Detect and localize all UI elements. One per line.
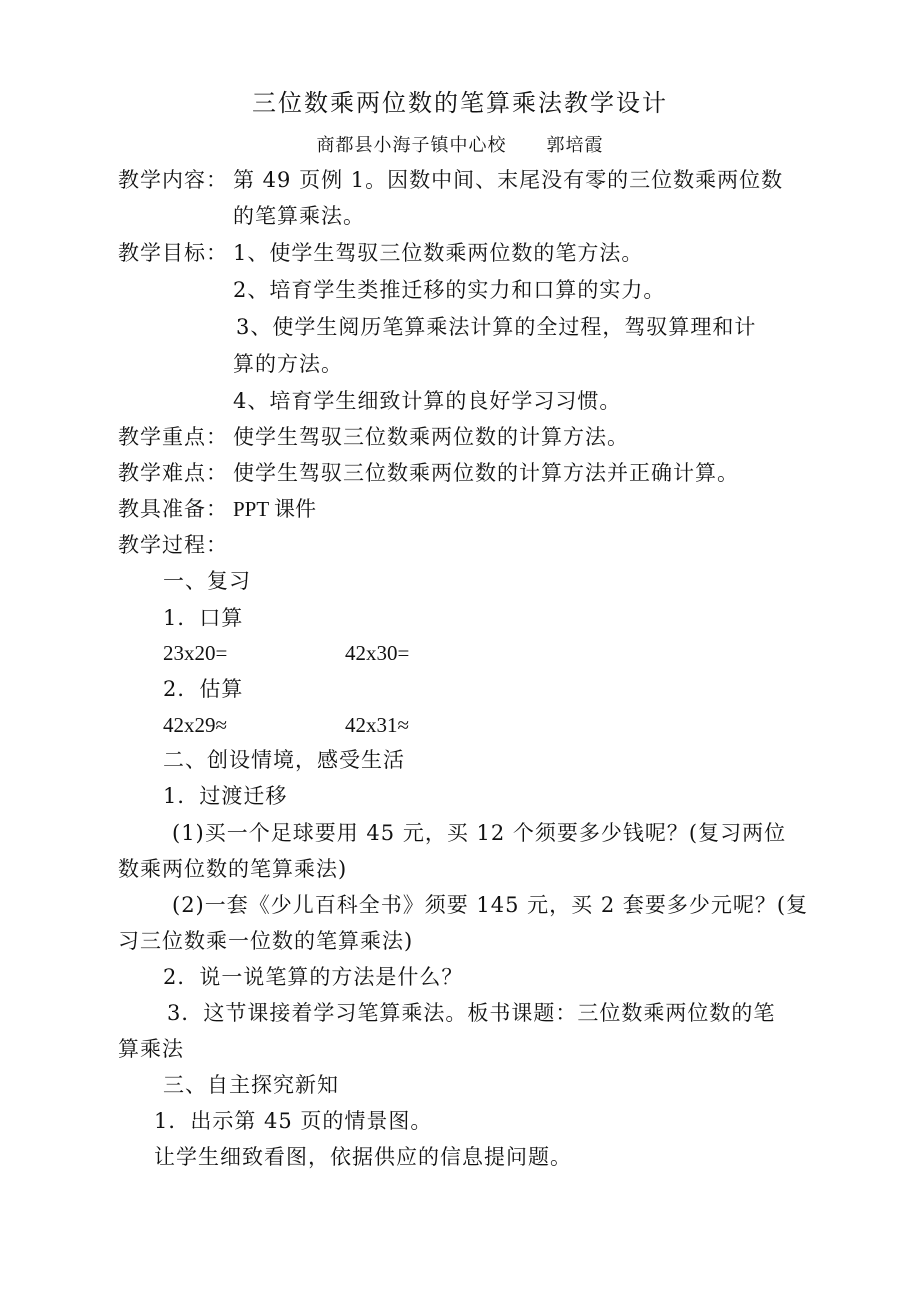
key-point-label: 教学重点： — [118, 425, 228, 449]
objectives-label: 教学目标： — [118, 241, 228, 265]
question-1-line-2: 数乘两位数的笔算乘法) — [118, 857, 348, 881]
section-2-item-1: 1．过渡迁移 — [163, 784, 288, 808]
section-3-heading: 三、自主探究新知 — [163, 1073, 339, 1097]
difficulty-label: 教学难点： — [118, 461, 228, 485]
objective-1: 1、使学生驾驭三位数乘两位数的笔方法。 — [233, 241, 644, 265]
document-title: 三位数乘两位数的笔算乘法教学设计 — [252, 89, 668, 117]
question-1-line-1: (1)买一个足球要用 45 元，买 12 个须要多少钱呢？(复习两位 — [172, 821, 787, 845]
mental-calc-a: 23x20= — [163, 641, 228, 665]
objective-3-line-2: 算的方法。 — [233, 352, 343, 376]
content-line-2: 的笔算乘法。 — [233, 204, 365, 228]
estimate-a: 42x29≈ — [163, 713, 228, 737]
question-2-line-1: (2)一套《少儿百科全书》须要 145 元，买 2 套要多少元呢？(复 — [172, 893, 809, 917]
section-2-item-3-line-2: 算乘法 — [118, 1037, 184, 1061]
section-2-item-3-line-1: 3．这节课接着学习笔算乘法。板书课题：三位数乘两位数的笔 — [167, 1001, 776, 1025]
section-3-item-1: 1．出示第 45 页的情景图。 — [154, 1109, 433, 1133]
section-1-item-2: 2．估算 — [163, 677, 244, 701]
objective-2: 2、培育学生类推迁移的实力和口算的实力。 — [233, 278, 666, 302]
process-label: 教学过程： — [118, 533, 228, 557]
tools-text: PPT 课件 — [233, 497, 317, 521]
section-3-item-1-text: 让学生细致看图，依据供应的信息提问题。 — [154, 1145, 572, 1169]
content-label: 教学内容： — [118, 168, 228, 192]
mental-calc-b: 42x30= — [345, 641, 410, 665]
objective-3-line-1: 3、使学生阅历笔算乘法计算的全过程，驾驭算理和计 — [236, 315, 757, 339]
question-2-line-2: 习三位数乘一位数的笔算乘法) — [118, 929, 414, 953]
section-2-item-2: 2．说一说笔算的方法是什么？ — [163, 965, 464, 989]
difficulty-text: 使学生驾驭三位数乘两位数的计算方法并正确计算。 — [233, 461, 739, 485]
estimate-b: 42x31≈ — [345, 713, 410, 737]
section-2-heading: 二、创设情境，感受生活 — [163, 748, 405, 772]
content-line-1: 第 49 页例 1。因数中间、末尾没有零的三位数乘两位数 — [233, 168, 784, 192]
section-1-item-1: 1．口算 — [163, 606, 244, 630]
section-1-heading: 一、复习 — [163, 569, 251, 593]
tools-label: 教具准备： — [118, 497, 228, 521]
school-name: 商都县小海子镇中心校 — [316, 135, 507, 156]
objective-4: 4、培育学生细致计算的良好学习习惯。 — [233, 389, 622, 413]
author-line — [0, 133, 920, 159]
author-name: 郭培霞 — [546, 135, 604, 156]
key-point-text: 使学生驾驭三位数乘两位数的计算方法。 — [233, 425, 629, 449]
